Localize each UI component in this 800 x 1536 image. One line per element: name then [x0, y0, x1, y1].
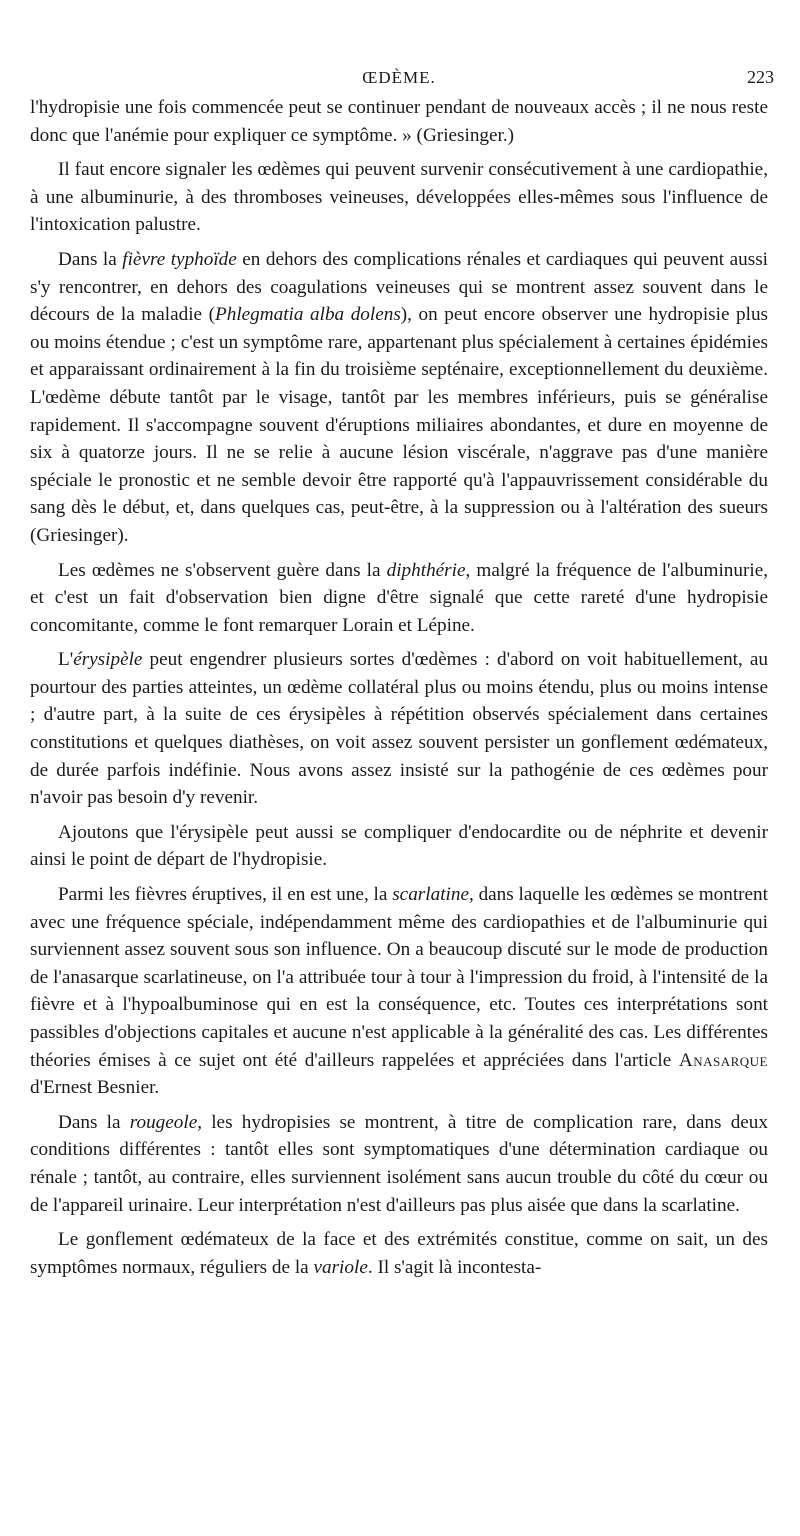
text-run: l'hydropisie une fois commencée peut se continuer pendant de nouveaux accès ; il ne nous reste donc que l'anémie pour expliquer ce symptôme. » (Griesinger.) [30, 97, 768, 146]
text-run: ), on peut encore observer une hydropisie plus ou moins étendue ; c'est un symptôme rare, appartenant plus spécialement à certaines épidémies et apparaissant ordinairement à la fin du troisième septénaire, exceptionnellement du deuxième. L'œdème débute tantôt par le visage, tantôt par les membres inférieurs, puis se généralise rapidement. Il s'accompagne souvent d'éruptions miliaires abondantes, et dure en moyenne de six à quatorze jours. Il ne se relie à aucune lésion viscérale, n'aggrave pas d'une manière spéciale le pronostic et ne semble devoir être rapporté qu'à l'appauvrissement considérable du sang dès le début, et, dans quelques cas, peut-être, à la suppression ou à l'altération des sueurs (Griesinger). [30, 304, 769, 546]
paragraph [30, 246, 768, 550]
text-run: L' [58, 649, 74, 671]
italic-term: fièvre typhoïde [122, 248, 237, 270]
page-header [30, 60, 774, 94]
italic-term: rougeole [129, 1111, 198, 1133]
italic-term: variole [313, 1256, 368, 1278]
paragraph [30, 646, 768, 812]
text-run: Les œdèmes ne s'observent guère dans la [58, 559, 387, 581]
body-text [30, 94, 768, 1281]
italic-term: scarlatine [392, 884, 469, 906]
running-title: ŒDÈME. [362, 68, 436, 87]
paragraph [30, 156, 768, 239]
text-run: Dans la [58, 1111, 130, 1133]
text-run: , malgré la fréquence de l'albuminurie, et c'est un fait d'observation bien digne d'être signalé que cette rareté d'une hydropisie concomitante, comme le font remarquer Lorain et Lépine. [30, 559, 769, 636]
paragraph [30, 1226, 768, 1281]
page-number: 223 [747, 67, 774, 87]
text-run: Il faut encore signaler les œdèmes qui peuvent survenir consécutivement à une cardiopathie, à une albuminurie, à des thromboses veineuses, développées elles-mêmes sous l'influence de l'intoxication palustre. [30, 159, 768, 236]
paragraph [30, 819, 768, 874]
paragraph [30, 1109, 768, 1219]
text-run: Dans la [58, 248, 123, 270]
paragraph [30, 881, 768, 1102]
text-run: Le gonflement œdémateux de la face et des extrémités constitue, comme on sait, un des symptômes normaux, réguliers de la [30, 1229, 768, 1278]
text-run: Parmi les fièvres éruptives, il en est une, la [58, 884, 393, 906]
text-run: d'Ernest Besnier. [30, 1077, 160, 1099]
book-page [30, 60, 774, 1288]
paragraph [30, 557, 768, 640]
text-run: Ajoutons que l'érysipèle peut aussi se compliquer d'endocardite ou de néphrite et devenir ainsi le point de départ de l'hydropisie. [30, 821, 768, 871]
text-run: en dehors des complications rénales et cardiaques qui peuvent aussi s'y rencontrer, en dehors des coagulations veineuses qui se montrent assez souvent dans le décours de la maladie ( [30, 248, 769, 326]
article-reference: Anasarque [678, 1049, 768, 1071]
text-run: , dans laquelle les œdèmes se montrent avec une fréquence spéciale, indépendamment même des cardiopathies et de l'albuminurie qui surviennent assez souvent sous son influence. On a beaucoup discuté sur le mode de production de l'anasarque scarlatineuse, on l'a attribuée tour à tour à l'impression du froid, à l'intensité de la fièvre et à l'hypoalbuminose qui en est la conséquence, etc. Toutes ces interprétations sont passibles d'objections capitales et aucune n'est applicable à la généralité des cas. Les différentes théories émises à ce sujet ont été d'ailleurs rappelées et appréciées dans l'article [30, 884, 768, 1071]
text-run: . Il s'agit là incontesta- [367, 1256, 542, 1278]
text-run: peut engendrer plusieurs sortes d'œdèmes : d'abord on voit habituellement, au pourtour des parties atteintes, un œdème collatéral plus ou moins étendu, plus ou moins intense ; d'autre part, à la suite de ces érysipèles à répétition observés spécialement dans certaines constitutions et quelques diathèses, on voit assez souvent persister un gonflement œdémateux, de durée parfois indéfinie. Nous avons assez insisté sur la pathogénie de ces œdèmes pour n'avoir pas besoin d'y revenir. [30, 649, 768, 809]
text-run: , les hydropisies se montrent, à titre de complication rare, dans deux conditions différentes : tantôt elles sont symptomatiques d'une détermination cardiaque ou rénale ; tantôt, au contraire, elles surviennent isolément sans aucun trouble du côté du cœur ou de l'appareil urinaire. Leur interprétation n'est d'ailleurs pas plus aisée que dans la scarlatine. [30, 1111, 768, 1216]
italic-term: diphthérie [386, 559, 466, 581]
paragraph [30, 94, 768, 149]
italic-term: Phlegmatia alba dolens [215, 304, 401, 326]
italic-term: érysipèle [73, 649, 143, 671]
